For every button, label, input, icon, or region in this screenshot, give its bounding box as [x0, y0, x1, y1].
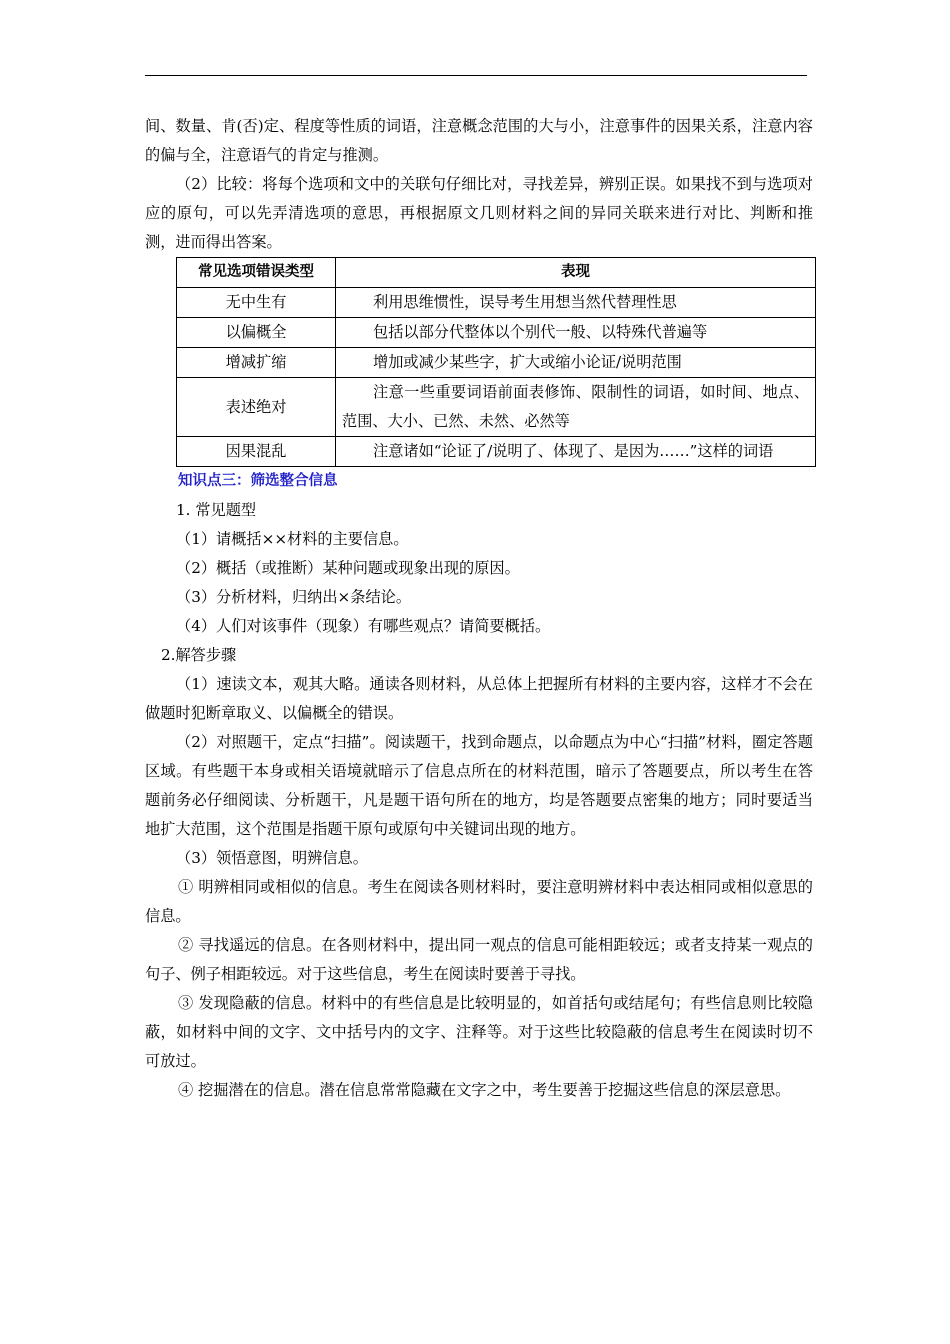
table-row: [177, 378, 816, 437]
point-paragraph: ① 明辨相同或相似的信息。考生在阅读各则材料时，要注意明辨材料中表达相同或相似意思的信息。: [145, 878, 813, 925]
type-item: （4）人们对该事件（现象）有哪些观点？请简要概括。: [176, 617, 551, 635]
row-expression-cell: 增加或减少某些字，扩大或缩小论证/说明范围: [336, 348, 816, 378]
type-item: （3）分析材料，归纳出×条结论。: [176, 588, 412, 606]
row-type-cell: 无中生有: [177, 288, 336, 318]
row-expression-cell: 包括以部分代整体以个别代一般、以特殊代普遍等: [336, 318, 816, 348]
compare-paragraph: （2）比较：将每个选项和文中的关联句仔细比对，寻找差异，辨别正误。如果找不到与选项对应的原句，可以先弄清选项的意思，再根据原文几则材料之间的异同关联来进行对比、判断和推测，进而得出答案。: [145, 175, 813, 251]
type-item: （2）概括（或推断）某种问题或现象出现的原因。: [176, 559, 520, 577]
steps-title: 2.解答步骤: [161, 646, 237, 664]
point-paragraph: ② 寻找遥远的信息。在各则材料中，提出同一观点的信息可能相距较远；或者支持某一观点的句子、例子相距较远。对于这些信息，考生在阅读时要善于寻找。: [145, 936, 813, 983]
row-type-cell: 表述绝对: [177, 378, 336, 437]
table-row: [177, 318, 816, 348]
row-type-cell: 增减扩缩: [177, 348, 336, 378]
step-paragraph: （1）速读文本，观其大略。通读各则材料，从总体上把握所有材料的主要内容，这样才不会在做题时犯断章取义、以偏概全的错误。: [145, 675, 813, 722]
step-paragraph: （3）领悟意图，明辨信息。: [176, 849, 368, 867]
table-row: [177, 288, 816, 318]
types-title: 1. 常见题型: [176, 501, 257, 519]
step-paragraph: （2）对照题干，定点“扫描”。阅读题干，找到命题点，以命题点为中心“扫描”材料，圈定答题区域。有些题干本身或相关语境就暗示了信息点所在的材料范围，暗示了答题要点，所以考生在答题前务必仔细阅读、分析题干，凡是题干语句所在的地方，均是答题要点密集的地方；同时要适当地扩大范围，这个范围是指题干原句或原句中关键词出现的地方。: [145, 733, 813, 838]
header-expression-cell: 表现: [336, 258, 816, 288]
error-types-table: [176, 257, 816, 467]
header-type-cell: 常见选项错误类型: [177, 258, 336, 288]
point-paragraph: ④ 挖掘潜在的信息。潜在信息常常隐藏在文字之中，考生要善于挖掘这些信息的深层意思。: [178, 1081, 791, 1099]
row-expression-cell: 利用思维惯性，误导考生用想当然代替理性思: [336, 288, 816, 318]
row-expression-cell: 注意诸如“论证了/说明了、体现了、是因为……”这样的词语: [336, 437, 816, 467]
table-row: [177, 437, 816, 467]
row-type-cell: 以偏概全: [177, 318, 336, 348]
table-header-row: [177, 258, 816, 288]
intro-paragraph: 间、数量、肯(否)定、程度等性质的词语，注意概念范围的大与小，注意事件的因果关系，注意内容的偏与全，注意语气的肯定与推测。: [145, 117, 813, 164]
row-type-cell: 因果混乱: [177, 437, 336, 467]
header-rule: [145, 75, 807, 76]
type-item: （1）请概括××材料的主要信息。: [176, 530, 409, 548]
section-heading: 知识点三：筛选整合信息: [178, 473, 338, 489]
table-row: [177, 348, 816, 378]
document-body: [145, 112, 813, 1105]
point-paragraph: ③ 发现隐蔽的信息。材料中的有些信息是比较明显的，如首括句或结尾句；有些信息则比较隐蔽，如材料中间的文字、文中括号内的文字、注释等。对于这些比较隐蔽的信息考生在阅读时切不可放过。: [145, 994, 813, 1070]
row-expression-cell: 注意一些重要词语前面表修饰、限制性的词语，如时间、地点、范围、大小、已然、未然、必然等: [336, 378, 816, 437]
